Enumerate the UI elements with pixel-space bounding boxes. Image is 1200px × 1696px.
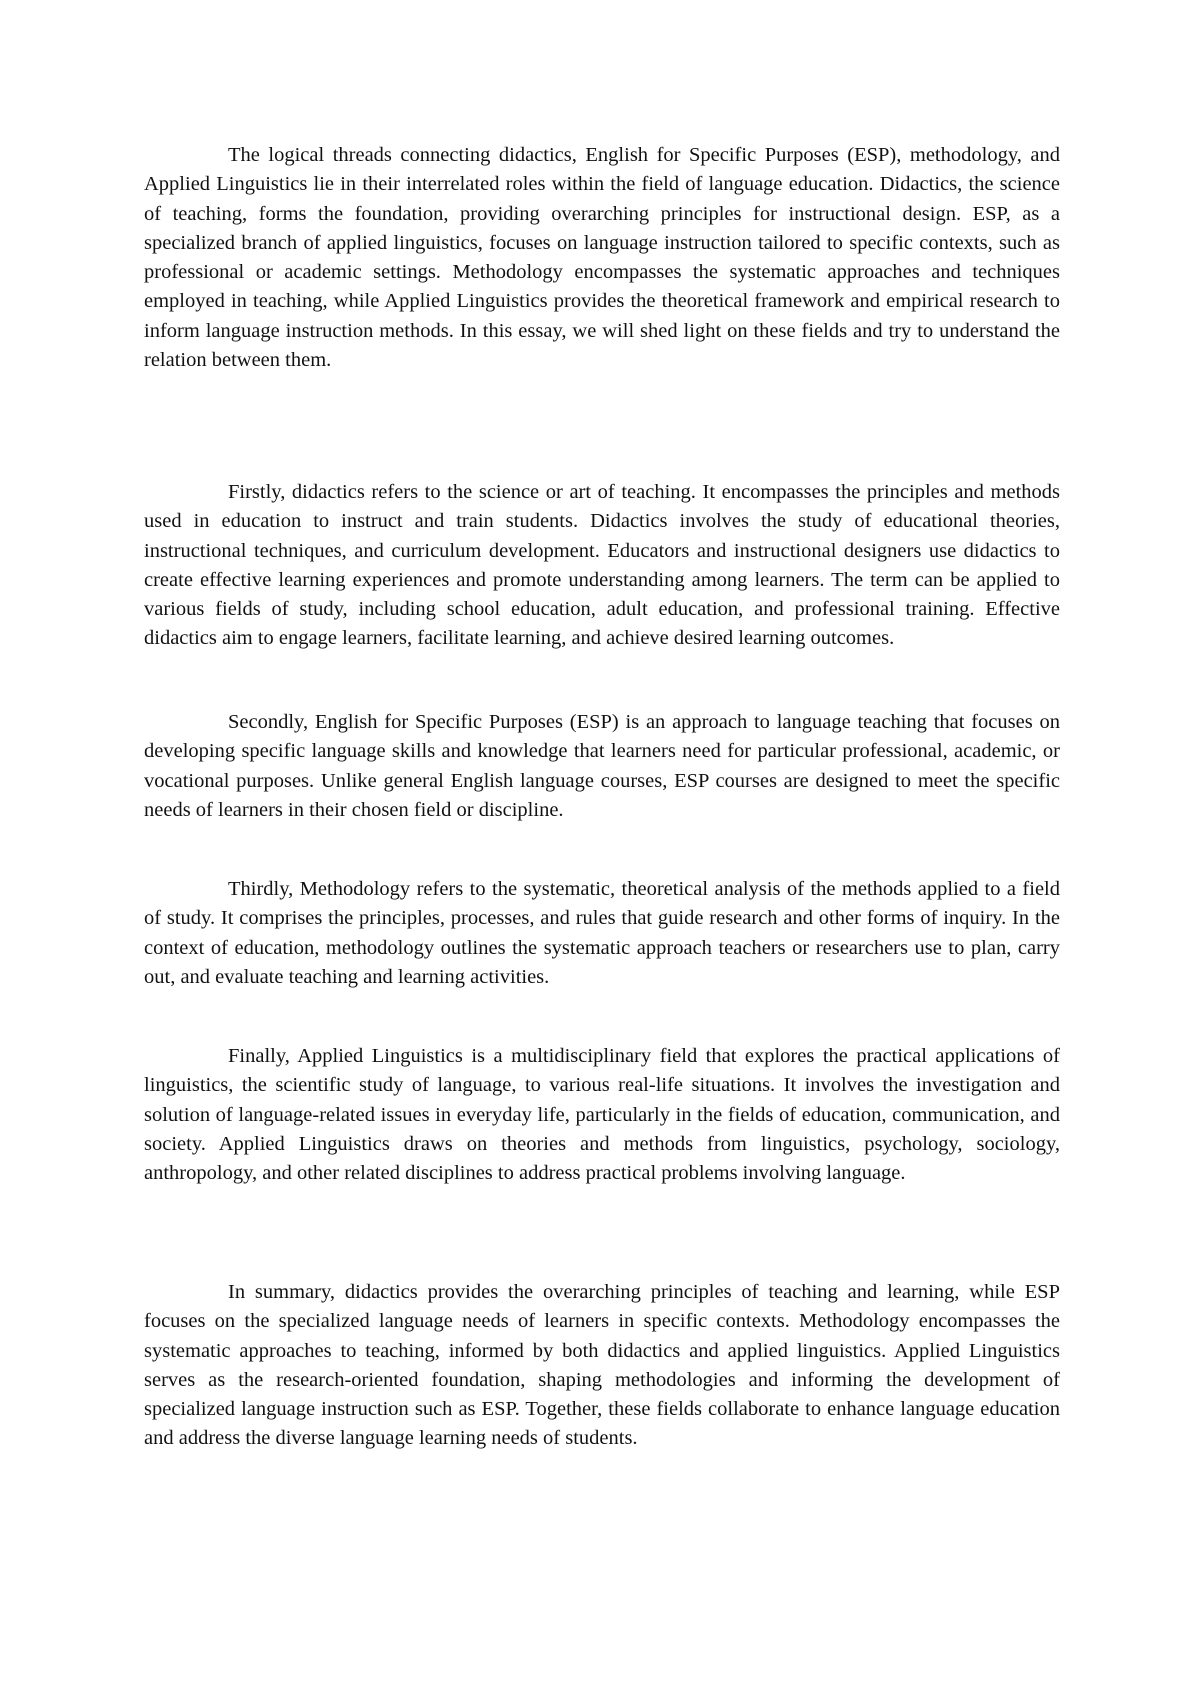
- paragraph-didactics: Firstly, didactics refers to the science or art of teaching. It encompasses the principles and methods used in education to instruct and train students. Didactics involves the study of educational theories, instructional techniques, and curriculum development. Educators and instructional designers use didactics to create effective learning experiences and promote understanding among learners. The term can be applied to various fields of study, including school education, adult education, and professional training. Effective didactics aim to engage learners, facilitate learning, and achieve desired learning outcomes.: [144, 481, 1060, 650]
- paragraph-esp: Secondly, English for Specific Purposes (ESP) is an approach to language teaching that focuses on developing specific language skills and knowledge that learners need for particular professional, academic, or vocational purposes. Unlike general English language courses, ESP courses are designed to meet the specific needs of learners in their chosen field or discipline.: [144, 711, 1060, 821]
- paragraph-summary: In summary, didactics provides the overarching principles of teaching and learning, while ESP focuses on the specialized language needs of learners in specific contexts. Methodology encompasses the systematic approaches to teaching, informed by both didactics and applied linguistics. Applied Linguistics serves as the research-oriented foundation, shaping methodologies and informing the development of specialized language instruction such as ESP. Together, these fields collaborate to enhance language education and address the diverse language learning needs of students.: [144, 1281, 1060, 1450]
- paragraph-methodology: Thirdly, Methodology refers to the systematic, theoretical analysis of the methods applied to a field of study. It comprises the principles, processes, and rules that guide research and other forms of inquiry. In the context of education, methodology outlines the systematic approach teachers or researchers use to plan, carry out, and evaluate teaching and learning activities.: [144, 878, 1060, 988]
- paragraph-introduction: The logical threads connecting didactics, English for Specific Purposes (ESP), methodology, and Applied Linguistics lie in their interrelated roles within the field of language education. Didactics, the science of teaching, forms the foundation, providing overarching principles for instructional design. ESP, as a specialized branch of applied linguistics, focuses on language instruction tailored to specific contexts, such as professional or academic settings. Methodology encompasses the systematic approaches and techniques employed in teaching, while Applied Linguistics provides the theoretical framework and empirical research to inform language instruction methods. In this essay, we will shed light on these fields and try to understand the relation between them.: [144, 144, 1060, 372]
- paragraph-applied-linguistics: Finally, Applied Linguistics is a multidisciplinary field that explores the practical applications of linguistics, the scientific study of language, to various real-life situations. It involves the investigation and solution of language-related issues in everyday life, particularly in the fields of education, communication, and society. Applied Linguistics draws on theories and methods from linguistics, psychology, sociology, anthropology, and other related disciplines to address practical problems involving language.: [144, 1045, 1060, 1185]
